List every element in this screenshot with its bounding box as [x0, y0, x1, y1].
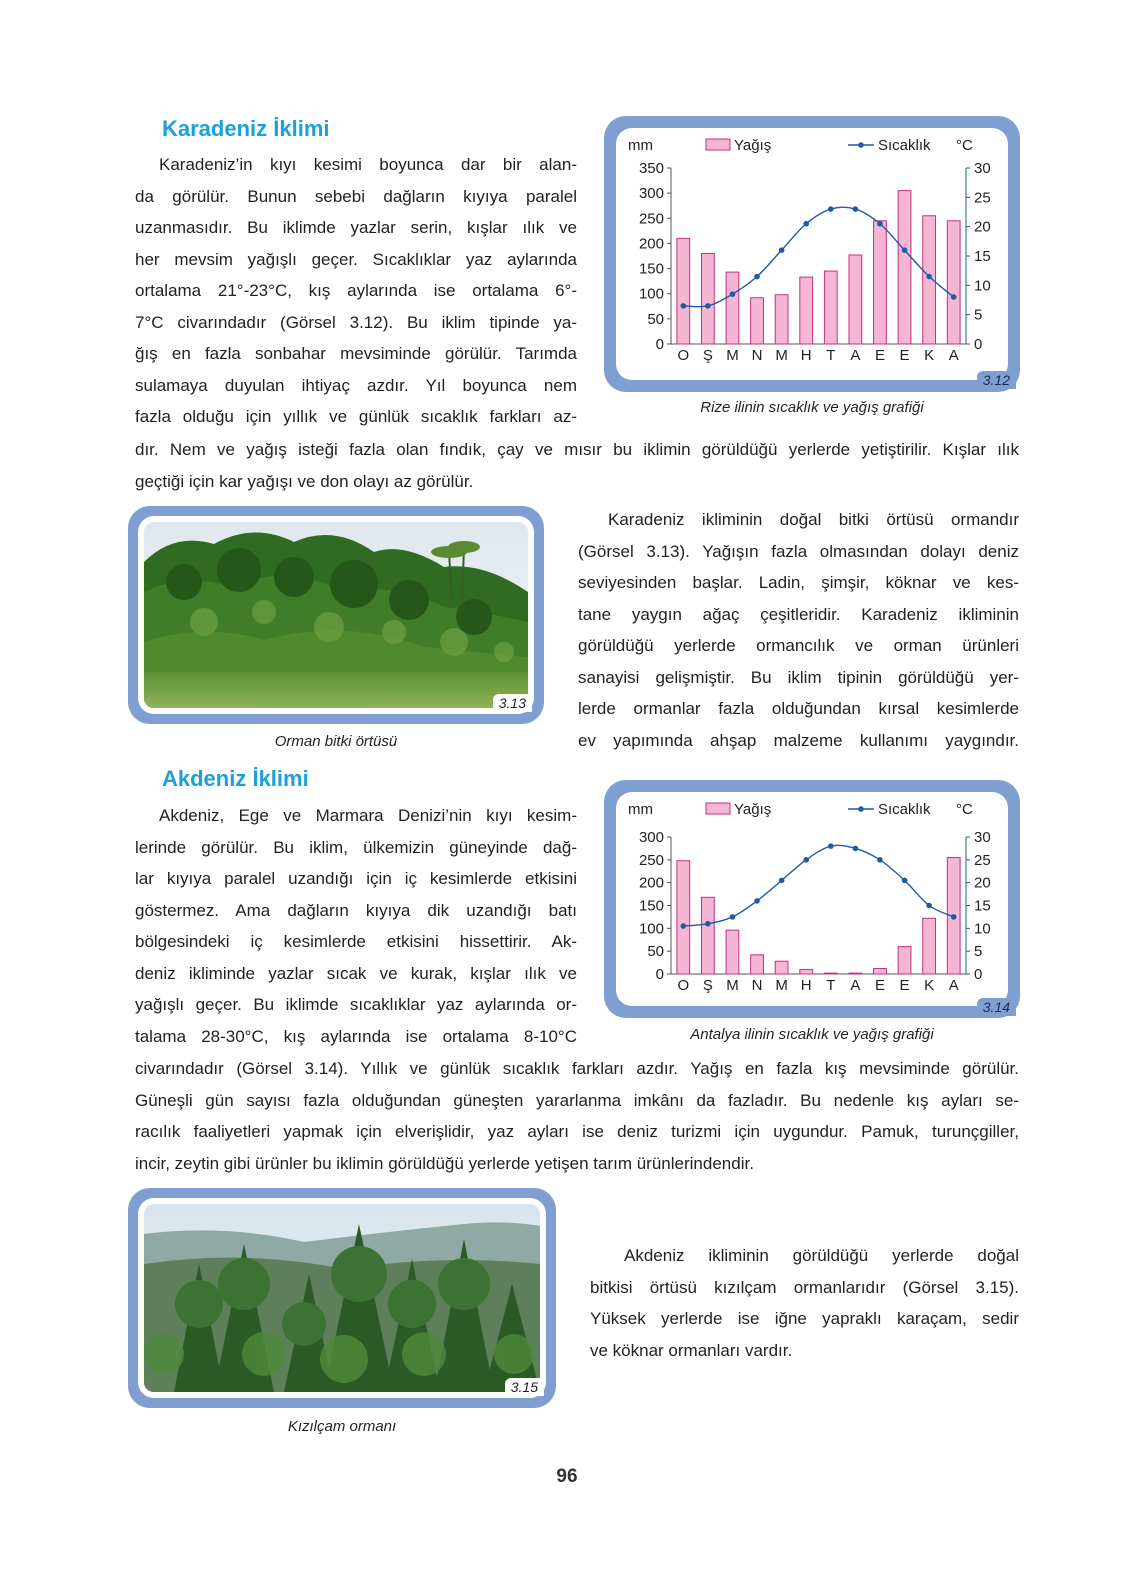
precipitation-bar — [874, 969, 887, 974]
precipitation-bar — [898, 191, 911, 344]
right-tick-label: 30 — [974, 160, 991, 177]
photo-frame-forest — [128, 506, 544, 724]
left-tick-label: 50 — [647, 310, 664, 328]
karadeniz-paragraph-1 — [135, 149, 577, 433]
month-label: M — [775, 977, 788, 994]
month-label: E — [874, 977, 885, 994]
legend-bar-swatch — [706, 139, 730, 150]
precipitation-bar — [849, 973, 862, 974]
precipitation-bar — [923, 918, 936, 974]
text-line: Güneşli gün sayısı fazla olduğundan güneşten yararlanma imkânı da fazladır. Bu nedenle kış ayları se- — [135, 1090, 1019, 1110]
text-line: geçtiği için kar yağışı ve don olayı az görülür. — [135, 471, 474, 491]
right-tick-label: 5 — [974, 943, 983, 961]
text-line: lerde ormanlar fazla olduğundan kırsal kesimlerde — [578, 699, 1019, 718]
month-label: H — [800, 347, 812, 364]
akdeniz-paragraph-1-cont — [135, 1053, 1019, 1179]
month-label: K — [924, 347, 935, 364]
precipitation-bar — [824, 271, 837, 344]
text-line: ve köknar ormanları vardır. — [590, 1340, 793, 1360]
figure-number-3-14: 3.14 — [977, 998, 1016, 1016]
figure-number-3-13: 3.13 — [493, 694, 532, 712]
precipitation-bar — [800, 277, 813, 344]
legend-bar-swatch — [706, 803, 730, 814]
temperature-point — [853, 846, 859, 852]
right-tick-label: 15 — [974, 248, 991, 265]
precipitation-bar — [898, 947, 911, 974]
text-line: da görülür. Bunun sebebi dağların kıyıya paralel — [135, 186, 577, 206]
text-line: seviyesinden başlar. Ladin, şimşir, köknar ve kes- — [578, 573, 1019, 592]
right-tick-label: 30 — [974, 829, 991, 846]
text-line: sulamaya duyulan ihtiyaç azdır. Yıl boyunca nem — [135, 375, 577, 395]
left-tick-label: 250 — [638, 851, 664, 869]
text-line: Karadeniz ikliminin doğal bitki örtüsü ormandır — [608, 510, 1019, 529]
text-line: ğış en fazla sonbahar mevsiminde görülür. Tarımda — [135, 344, 577, 363]
chart-frame-antalya — [604, 780, 1020, 1018]
temperature-point — [926, 903, 932, 909]
left-tick-label: 50 — [647, 943, 664, 961]
temperature-point — [705, 921, 711, 927]
temperature-point — [680, 303, 686, 309]
antalya-climate-chart — [616, 792, 1008, 1006]
left-tick-label: 150 — [638, 260, 664, 278]
text-line: fazla olduğu için yıllık ve günlük sıcaklık farkları az- — [135, 407, 577, 426]
precipitation-bar — [874, 221, 887, 344]
legend-line-marker — [858, 142, 864, 148]
akdeniz-paragraph-1 — [135, 800, 577, 1052]
text-line: deniz ikliminde yazlar sıcak ve kurak, kışlar ılık ve — [135, 963, 577, 983]
right-tick-label: 15 — [974, 897, 991, 915]
rize-climate-chart — [616, 128, 1008, 380]
temperature-line — [683, 845, 953, 926]
karadeniz-paragraph-1-cont — [135, 434, 1019, 497]
temperature-point — [779, 878, 785, 884]
text-line: Karadeniz’in kıyı kesimi boyunca dar bir alan- — [159, 155, 577, 174]
legend-bar-label: Yağış — [734, 137, 772, 154]
left-tick-label: 300 — [638, 185, 664, 203]
chart-caption-antalya: Antalya ilinin sıcaklık ve yağış grafiği — [690, 1026, 934, 1043]
text-line: görüldüğü yerlerde ormancılık ve orman ürünleri — [578, 636, 1019, 655]
section-title-karadeniz: Karadeniz İklimi — [162, 116, 330, 141]
month-label: Ş — [702, 347, 713, 364]
temperature-point — [828, 843, 834, 849]
month-label: H — [800, 977, 812, 994]
text-line: 7°C civarındadır (Görsel 3.12). Bu iklim tipinde ya- — [135, 312, 577, 332]
chart-frame-rize — [604, 116, 1020, 392]
temperature-point — [877, 221, 883, 227]
text-line: ortalama 21°-23°C, kış aylarında ise ortalama 6°- — [135, 281, 577, 300]
text-line: Akdeniz ikliminin görüldüğü yerlerde doğal — [624, 1246, 1019, 1265]
left-tick-label: 100 — [638, 285, 664, 303]
precipitation-bar — [726, 272, 739, 344]
text-line: yağışlı geçer. Bu iklimde sıcaklıklar yaz aylarında or- — [135, 995, 577, 1014]
precipitation-bar — [751, 955, 764, 974]
text-line: dır. Nem ve yağış isteği fazla olan fındık, çay ve mısır bu iklimin görüldüğü yerlerde yetiştirilir. Kışlar ılık — [135, 440, 1019, 459]
right-tick-label: 20 — [974, 218, 991, 236]
month-label: A — [948, 347, 959, 364]
temperature-point — [853, 206, 859, 212]
figure-number-3-12: 3.12 — [977, 371, 1016, 389]
pine-forest-photo — [144, 1204, 540, 1392]
temperature-point — [803, 221, 809, 227]
precipitation-bar — [775, 295, 788, 344]
temperature-point — [951, 914, 957, 920]
text-line: bölgesindeki iç kesimlerde etkisini hissettirir. Ak- — [135, 932, 577, 951]
left-tick-label: 150 — [638, 897, 664, 915]
month-label: N — [751, 977, 763, 994]
month-label: A — [850, 977, 861, 994]
month-label: A — [948, 977, 959, 994]
page-number: 96 — [556, 1466, 578, 1487]
figure-number-3-15: 3.15 — [505, 1378, 544, 1396]
precipitation-bar — [701, 253, 714, 344]
text-line: ev yapımında ahşap malzeme kullanımı yaygındır. — [578, 730, 1019, 750]
temperature-point — [680, 923, 686, 929]
temperature-line — [683, 207, 953, 307]
legend-line-label: Sıcaklık — [878, 137, 931, 154]
left-tick-label: 250 — [638, 210, 664, 228]
right-tick-label: 10 — [974, 277, 991, 295]
precipitation-bar — [947, 221, 960, 344]
text-line: lar kıyıya paralel uzandığı için iç kesimlerde etkisini — [135, 869, 577, 888]
precipitation-bar — [751, 298, 764, 344]
temperature-point — [705, 303, 711, 309]
temperature-point — [877, 857, 883, 863]
left-tick-label: 0 — [655, 966, 664, 983]
left-tick-label: 200 — [638, 874, 664, 892]
precipitation-bar — [800, 969, 813, 974]
month-label: N — [751, 347, 763, 364]
temperature-point — [951, 294, 957, 300]
left-unit-label: mm — [628, 801, 653, 818]
right-tick-label: 10 — [974, 920, 991, 938]
temperature-point — [902, 247, 908, 253]
chart-caption-rize: Rize ilinin sıcaklık ve yağış grafiği — [700, 399, 924, 416]
right-tick-label: 0 — [974, 966, 983, 983]
photo-caption-forest: Orman bitki örtüsü — [274, 733, 398, 750]
section-title-akdeniz: Akdeniz İklimi — [162, 766, 309, 791]
precipitation-bar — [701, 897, 714, 974]
text-line: talama 28-30°C, kış aylarında ise ortalama 8-10°C — [135, 1026, 577, 1046]
month-label: E — [899, 347, 910, 364]
month-label: E — [899, 977, 910, 994]
month-label: T — [826, 977, 836, 994]
month-label: M — [726, 347, 739, 364]
temperature-point — [828, 206, 834, 212]
left-tick-label: 350 — [638, 160, 664, 177]
forest-photo — [144, 522, 528, 708]
month-label: E — [874, 347, 885, 364]
legend-line-label: Sıcaklık — [878, 801, 931, 818]
temperature-point — [754, 898, 760, 904]
photo-caption-pine-forest: Kızılçam ormanı — [287, 1418, 397, 1435]
text-line: (Görsel 3.13). Yağışın fazla olmasından dolayı deniz — [578, 541, 1019, 561]
month-label: K — [924, 977, 935, 994]
month-label: A — [850, 347, 861, 364]
left-tick-label: 0 — [655, 336, 664, 353]
month-label: Ş — [702, 977, 713, 994]
month-label: O — [677, 347, 690, 364]
right-tick-label: 5 — [974, 306, 983, 324]
text-line: incir, zeytin gibi ürünler bu iklimin görüldüğü yerlerde yetişen tarım ürünlerindendir. — [135, 1153, 754, 1173]
text-line: civarındadır (Görsel 3.14). Yıllık ve günlük sıcaklık farkları azdır. Yağış en fazla kış mevsiminde görülür. — [135, 1059, 1019, 1078]
right-tick-label: 0 — [974, 336, 983, 353]
text-line: bitkisi örtüsü kızılçam ormanlarıdır (Görsel 3.15). — [590, 1277, 1019, 1297]
text-line: lerinde görülür. Bu iklim, ülkemizin güneyinde dağ- — [135, 837, 577, 857]
text-line: uzanmasıdır. Bu iklimde yazlar serin, kışlar ılık ve — [135, 218, 577, 237]
left-tick-label: 300 — [638, 829, 664, 846]
text-line: tane yaygın ağaç çeşitleridir. Karadeniz ikliminin — [578, 604, 1019, 624]
right-tick-label: 20 — [974, 874, 991, 892]
legend-bar-label: Yağış — [734, 801, 772, 818]
photo-frame-pine-forest — [128, 1188, 556, 1408]
text-line: Akdeniz, Ege ve Marmara Denizi’nin kıyı kesim- — [159, 806, 577, 825]
temperature-point — [730, 914, 736, 920]
left-tick-label: 200 — [638, 235, 664, 253]
legend-line-marker — [858, 806, 864, 812]
precipitation-bar — [849, 255, 862, 344]
temperature-point — [754, 274, 760, 280]
month-label: O — [677, 977, 690, 994]
precipitation-bar — [677, 238, 690, 344]
karadeniz-paragraph-2 — [578, 504, 1019, 756]
precipitation-bar — [677, 861, 690, 974]
text-line: her mevsim yağışlı geçer. Sıcaklıklar yaz aylarında — [135, 249, 577, 269]
temperature-point — [803, 857, 809, 863]
precipitation-bar — [824, 973, 837, 974]
left-tick-label: 100 — [638, 920, 664, 938]
temperature-point — [730, 291, 736, 297]
text-line: göstermez. Ama dağların kıyıya dik uzandığı batı — [135, 900, 577, 920]
precipitation-bar — [775, 961, 788, 974]
akdeniz-paragraph-2 — [590, 1240, 1019, 1366]
month-label: T — [826, 347, 836, 364]
text-line: racılık faaliyetleri yapmak için elverişlidir, yaz ayları ise deniz turizmi için uygundur. Pamuk, turunçgiller, — [135, 1122, 1019, 1141]
month-label: M — [775, 347, 788, 364]
left-unit-label: mm — [628, 137, 653, 154]
precipitation-bar — [726, 930, 739, 974]
temperature-point — [779, 247, 785, 253]
text-line: Yüksek yerlerde ise iğne yapraklı karaçam, sedir — [590, 1309, 1019, 1328]
temperature-point — [902, 878, 908, 884]
right-unit-label: °C — [956, 801, 973, 818]
right-tick-label: 25 — [974, 189, 991, 207]
text-line: sanayisi gelişmiştir. Bu iklim tipinin görüldüğü yer- — [578, 667, 1019, 687]
temperature-point — [926, 274, 932, 280]
right-tick-label: 25 — [974, 851, 991, 869]
month-label: M — [726, 977, 739, 994]
right-unit-label: °C — [956, 137, 973, 154]
